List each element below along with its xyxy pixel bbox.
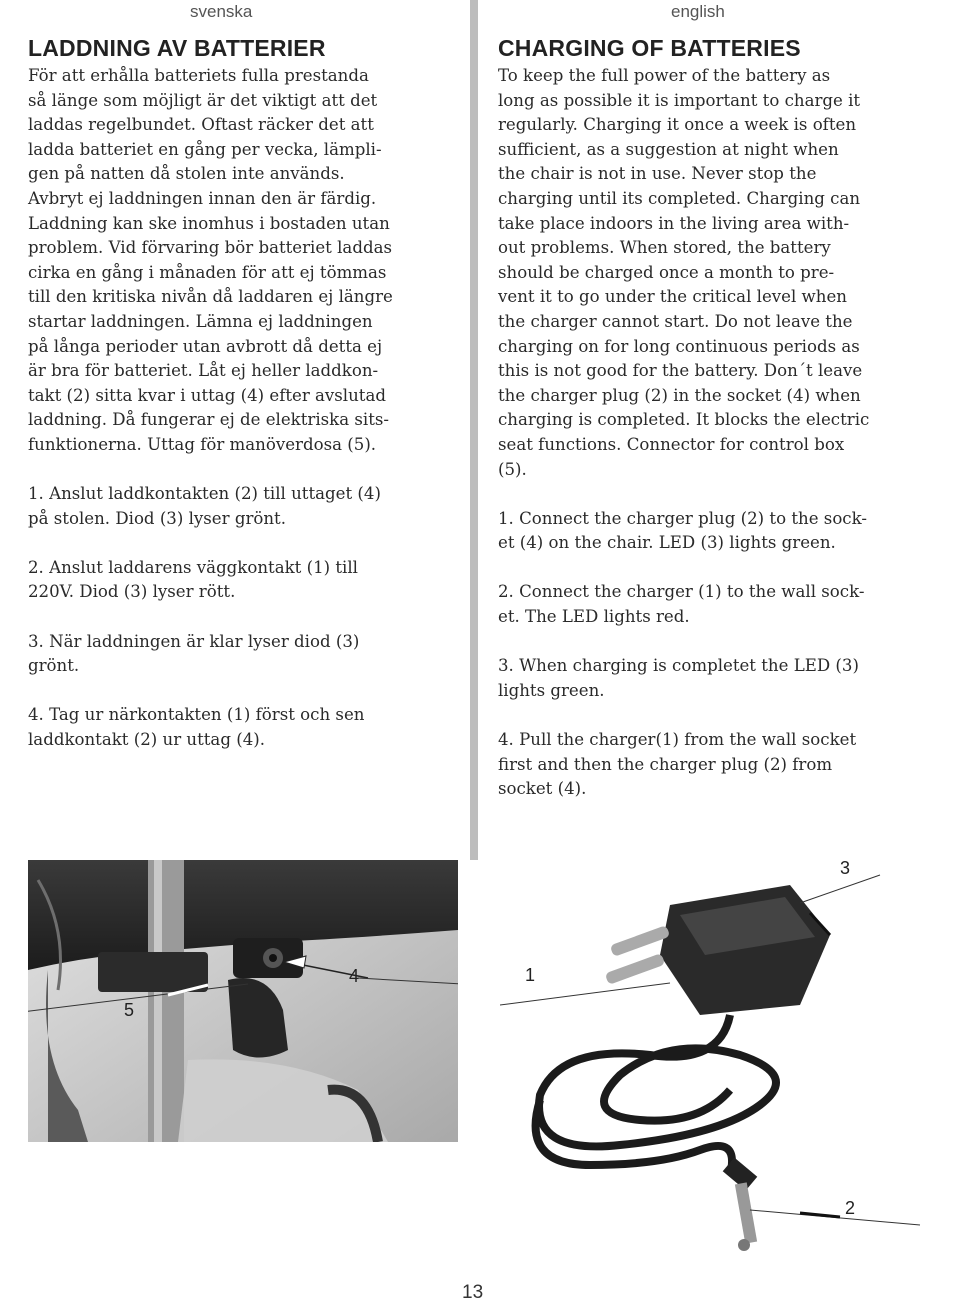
callout-5: 5 <box>124 1000 135 1020</box>
english-step-4: 4. Pull the charger(1) from the wall socket first and then the charger plug (2) from socket (4). <box>498 730 857 799</box>
charger-photo <box>500 858 940 1265</box>
swedish-column <box>28 35 458 753</box>
charger-illustration <box>500 865 940 1265</box>
english-heading: CHARGING OF BATTERIES <box>498 35 801 61</box>
page-number: 13 <box>462 1282 484 1303</box>
swedish-step-2: 2. Anslut laddarens väggkontakt (1) till 220V. Diod (3) lyser rött. <box>28 557 358 602</box>
wheelchair-socket-illustration <box>28 860 458 1142</box>
column-divider <box>470 0 478 860</box>
english-step-2: 2. Connect the charger (1) to the wall sock- et. The LED lights red. <box>498 582 865 627</box>
callout-3: 3 <box>840 858 851 878</box>
callout-2: 2 <box>845 1198 856 1218</box>
callout-1: 1 <box>525 965 536 985</box>
english-column <box>498 35 928 802</box>
english-step-1: 1. Connect the charger plug (2) to the sock- et (4) on the chair. LED (3) lights green. <box>498 508 867 553</box>
language-label-english: english <box>671 2 725 21</box>
callout-4: 4 <box>349 966 360 986</box>
swedish-step-3: 3. När laddningen är klar lyser diod (3) grönt. <box>28 631 360 676</box>
swedish-step-1: 1. Anslut laddkontakten (2) till uttaget (4) på stolen. Diod (3) lyser grönt. <box>28 484 381 528</box>
swedish-body-text: För att erhålla batteriets fulla prestanda så länge som möjligt är det viktigt att det laddas regelbundet. Oftast räcker det att ladda batteriet en gång per vecka, lämpli- gen på natten då stolen inte används. Avbryt ej laddningen innan den är färdig. Laddning kan ske inomhus i bostaden utan problem. Vid förvaring bör batteriet laddas cirka en gång i månaden för att ej tömmas till den kritiska nivån då laddaren ej längre startar laddningen. Lämna ej laddningen på långa perioder utan avbrott då detta ej är bra för batteriet. Låt ej heller laddkon- takt (2) sitta kvar i uttag (4) efter avslutad laddning. Då fungerar ej de elektriska sits- funktionerna. Uttag för manöverdosa (5). <box>28 66 393 454</box>
swedish-step-4: 4. Tag ur närkontakten (1) först och sen laddkontakt (2) ur uttag (4). <box>28 705 365 750</box>
wheelchair-socket-photo <box>28 860 458 1142</box>
english-body-text: To keep the full power of the battery as long as possible it is important to charge it regularly. Charging it once a week is often sufficient, as a suggestion at night when the chair is not in use. Never stop the charging until its completed. Charging can take place indoors in the living area with- out problems. When stored, the battery should be charged once a month to pre- vent it to go under the critical level when the charger cannot start. Do not leave the charging on for long continuous periods as this is not good for the battery. Don´t leave the charger plug (2) in the socket (4) when charging is completed. It blocks the electric seat functions. Connector for control box (5). <box>498 66 870 479</box>
swedish-heading: LADDNING AV BATTERIER <box>28 35 326 61</box>
english-step-3: 3. When charging is completet the LED (3) lights green. <box>498 656 859 700</box>
language-label-swedish: svenska <box>190 2 253 21</box>
